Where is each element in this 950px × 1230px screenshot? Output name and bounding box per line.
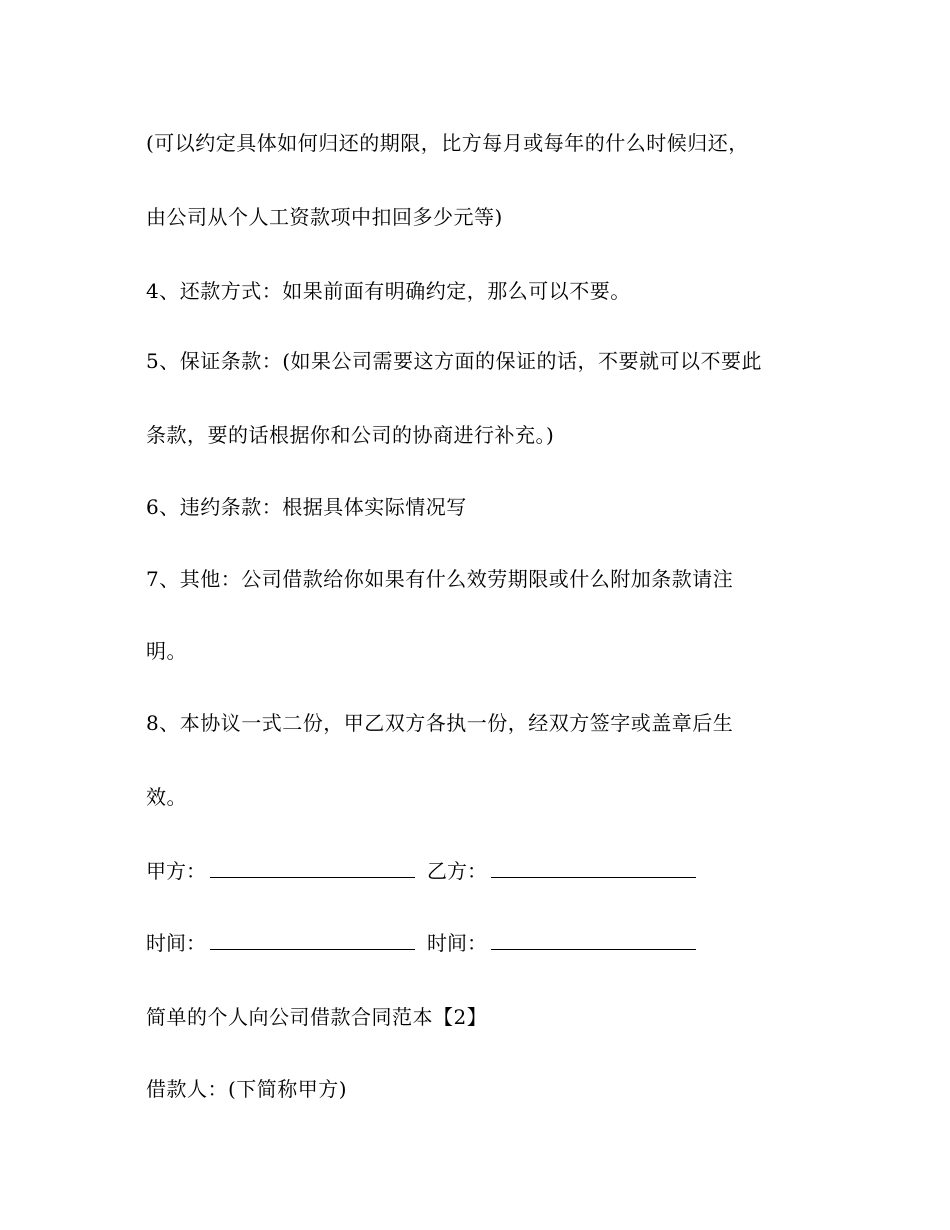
paragraph-line: (可以约定具体如何归还的期限，比方每月或每年的什么时候归还， [146, 131, 749, 155]
time-a-label: 时间： [146, 931, 206, 955]
party-b-blank [491, 859, 696, 878]
paragraph-line: 由公司从个人工资款项中扣回多少元等) [146, 205, 503, 229]
borrower-line: 借款人：(下简称甲方) [146, 1077, 348, 1101]
paragraph-line: 条款，要的话根据你和公司的协商进行补充。) [146, 423, 555, 447]
paragraph-line: 明。 [146, 639, 187, 663]
signature-row-time [146, 929, 708, 957]
clause-other: 7、其他：公司借款给你如果有什么效劳期限或什么附加条款请注 [146, 567, 734, 591]
time-a-blank [210, 931, 415, 950]
clause-breach: 6、违约条款：根据具体实际情况写 [146, 495, 467, 519]
party-a-blank [210, 859, 415, 878]
section-title: 简单的个人向公司借款合同范本【2】 [146, 1005, 488, 1029]
time-b-label: 时间： [427, 931, 487, 955]
clause-guarantee: 5、保证条款：(如果公司需要这方面的保证的话，不要就可以不要此 [146, 349, 763, 373]
time-b-blank [491, 931, 696, 950]
clause-repayment-method: 4、还款方式：如果前面有明确约定，那么可以不要。 [146, 279, 631, 303]
party-a-label: 甲方： [146, 859, 206, 883]
clause-copies: 8、本协议一式二份，甲乙双方各执一份，经双方签字或盖章后生 [146, 711, 734, 735]
party-b-label: 乙方： [427, 859, 487, 883]
signature-row-parties [146, 857, 708, 885]
paragraph-line: 效。 [146, 785, 187, 809]
